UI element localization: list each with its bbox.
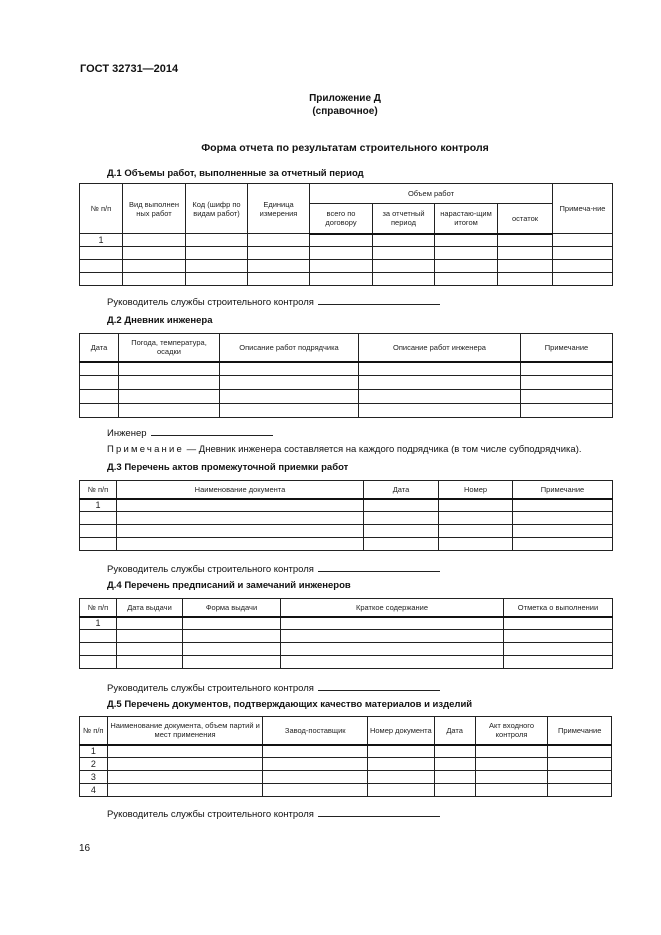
header-remainder: остаток [498,204,553,234]
header-completion: Отметка о выполнении [504,599,613,617]
document-code: ГОСТ 32731—2014 [80,63,179,75]
header-issue-date: Дата выдачи [117,599,183,617]
header-num: № п/п [80,599,117,617]
form-title: Форма отчета по результатам строительного контроля [201,142,489,154]
header-total: всего по договору [310,204,373,234]
header-summary: Краткое содержание [281,599,504,617]
header-unit: Единица измерения [248,184,310,234]
header-period: за отчетный период [373,204,435,234]
row-number: 1 [80,499,117,512]
table-row [80,784,612,797]
table-row [80,538,613,551]
header-date: Дата [434,717,475,745]
signature-d5 [107,807,440,820]
row-number [80,260,123,273]
header-num: № п/п [80,184,123,234]
header-num: № п/п [80,717,108,745]
table-d4 [79,598,613,669]
table-row [80,525,613,538]
table-row [80,771,612,784]
table-row [80,273,613,286]
engineer-label: Инженер [107,428,147,439]
row-number [80,656,117,669]
header-issue-form: Форма выдачи [183,599,281,617]
table-row [80,512,613,525]
signature-label: Руководитель службы строительного контроля [107,564,314,575]
signature-engineer [107,426,273,439]
signature-d1 [107,295,440,308]
header-note: Примеча-ние [553,184,613,234]
header-doc-name: Наименование документа, объем партий и мест применения [107,717,263,745]
table-row [80,234,613,247]
row-number [80,538,117,551]
table-row [80,390,613,404]
header-number: Номер [439,481,513,499]
header-note: Примечание [548,717,612,745]
table-row [80,404,613,418]
header-doc-name: Наименование документа [117,481,364,499]
section-d5-title: Д.5 Перечень документов, подтверждающих качество материалов и изделий [107,699,473,710]
header-num: № п/п [80,481,117,499]
table-row [80,499,613,512]
header-note: Примечание [513,481,613,499]
page-number: 16 [79,843,91,854]
row-number [80,643,117,656]
section-d2-title: Д.2 Дневник инженера [107,315,213,326]
table-row [80,630,613,643]
signature-d3 [107,562,440,575]
header-note: Примечание [521,334,613,362]
header-inspection-act: Акт входного контроля [475,717,548,745]
header-volume: Объем работ [310,184,553,204]
note-text: — Дневник инженера составляется на каждого подрядчика (в том числе субподрядчика). [186,444,582,455]
section-d1-title: Д.1 Объемы работ, выполненные за отчетный период [107,168,364,179]
section-d4-title: Д.4 Перечень предписаний и замечаний инженеров [107,580,351,591]
header-weather: Погода, температура, осадки [119,334,220,362]
appendix-title: Приложение Д [309,93,381,104]
signature-blank[interactable] [318,295,440,305]
header-engineer-work: Описание работ инженера [359,334,521,362]
signature-label: Руководитель службы строительного контроля [107,683,314,694]
header-supplier: Завод-поставщик [263,717,368,745]
note-label: Примечание [107,444,184,455]
section-d3-title: Д.3 Перечень актов промежуточной приемки работ [107,462,349,473]
row-number [80,525,117,538]
row-number [80,247,123,260]
table-row [80,260,613,273]
row-number: 3 [80,771,108,784]
table-row [80,656,613,669]
signature-blank[interactable] [318,807,440,817]
signature-blank[interactable] [318,681,440,691]
row-number: 1 [80,617,117,630]
row-number [80,273,123,286]
header-date: Дата [80,334,119,362]
header-doc-number: Номер документа [368,717,435,745]
appendix-subtitle: (справочное) [312,106,378,117]
row-number: 4 [80,784,108,797]
row-number [80,512,117,525]
table-d3 [79,480,613,551]
row-number: 1 [80,745,108,758]
note [107,444,582,455]
header-code: Код (шифр по видам работ) [186,184,248,234]
table-row [80,247,613,260]
signature-blank[interactable] [151,426,273,436]
table-d1 [79,183,613,286]
table-row [80,362,613,376]
signature-blank[interactable] [318,562,440,572]
header-date: Дата [364,481,439,499]
header-cumulative: нарастаю-щим итогом [435,204,498,234]
table-row [80,758,612,771]
table-row [80,617,613,630]
table-row [80,745,612,758]
header-work-type: Вид выполнен ных работ [123,184,186,234]
table-d2 [79,333,613,418]
signature-label: Руководитель службы строительного контроля [107,809,314,820]
table-d5 [79,716,612,797]
header-contractor-work: Описание работ подрядчика [220,334,359,362]
table-row [80,376,613,390]
row-number [80,630,117,643]
table-row [80,643,613,656]
row-number: 2 [80,758,108,771]
signature-d4 [107,681,440,694]
row-number: 1 [80,234,123,247]
signature-label: Руководитель службы строительного контроля [107,297,314,308]
